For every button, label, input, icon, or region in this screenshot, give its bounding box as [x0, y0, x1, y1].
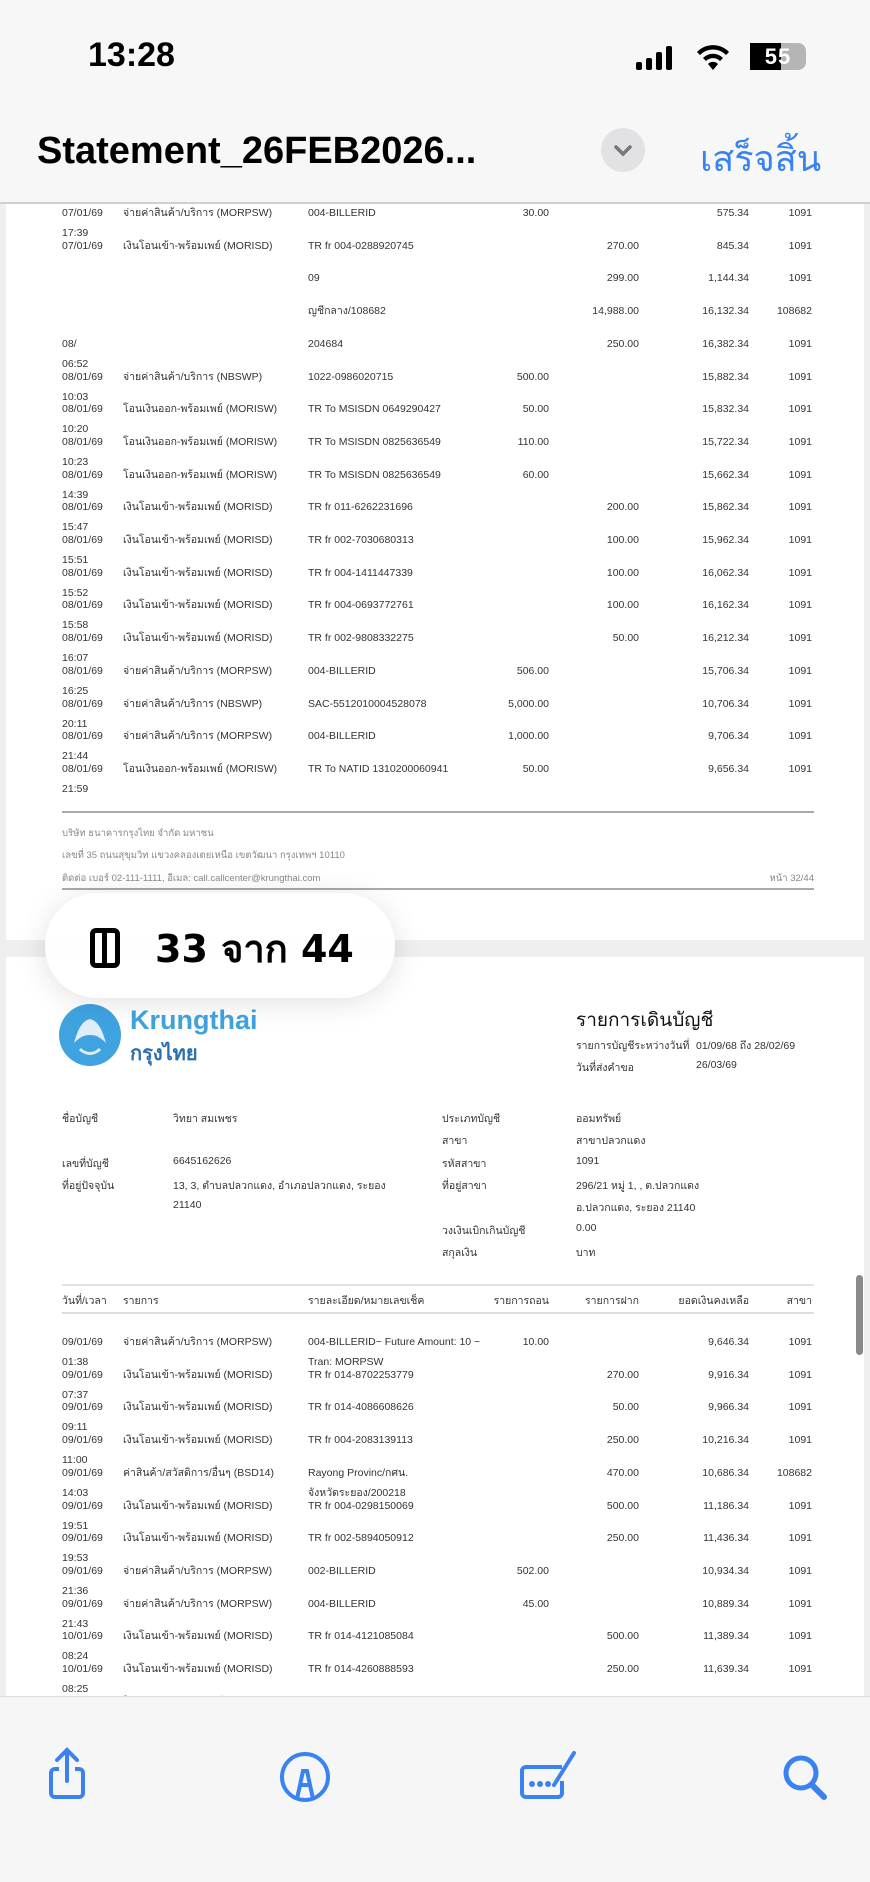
branch-cell: 1091 [788, 1368, 812, 1381]
description-cell: จ่ายค่าสินค้า/บริการ (MORPSW) [123, 664, 273, 677]
deposit-cell: 100.00 [606, 534, 639, 546]
balance-cell: 10,216.34 [702, 1434, 749, 1447]
description-cell: จ่ายค่าสินค้า/บริการ (NBSWP) [123, 370, 263, 383]
balance-cell: 15,722.34 [702, 435, 749, 448]
info-label: ที่อยู่ปัจจุบัน [62, 1180, 115, 1192]
deposit-cell: 250.00 [606, 1663, 639, 1675]
time-cell: 15:52 [62, 586, 89, 599]
form-fill-icon[interactable] [518, 1747, 582, 1803]
detail-cell: TR To MSISDN 0825636549 [308, 435, 441, 448]
deposit-cell: 200.00 [606, 501, 639, 514]
detail-cell: TR fr 014-4086608626 [308, 1401, 414, 1414]
date-cell: 08/01/69 [62, 403, 103, 416]
time-cell: 16:25 [62, 684, 89, 697]
branch-cell: 1091 [788, 1597, 812, 1610]
info-label: สกุลเงิน [442, 1246, 478, 1259]
date-cell: 07/01/69 [62, 239, 103, 252]
balance-cell: 10,706.34 [702, 697, 749, 710]
description-cell: เงินโอนเข้า-พร้อมเพย์ (MORISD) [123, 1663, 273, 1675]
branch-cell: 1091 [788, 599, 812, 612]
date-cell: 09/01/69 [62, 1532, 103, 1545]
period-value: 01/09/68 ถึง 28/02/69 [696, 1040, 796, 1052]
date-cell: 08/01/69 [62, 730, 103, 743]
withdrawal-cell: 50.00 [522, 762, 549, 775]
branch-cell: 1091 [788, 730, 812, 743]
footer-address: เลขที่ 35 ถนนสุขุมวิท แขวงคลองเตยเหนือ เขตวัฒนา กรุงเทพฯ 10110 [62, 850, 345, 861]
detail-cell: TR fr 004-0298150069 [308, 1499, 414, 1512]
footer-company: บริษัท ธนาคารกรุงไทย จำกัด มหาชน [62, 828, 214, 839]
detail-cell: 204684 [308, 337, 344, 350]
balance-cell: 11,186.34 [703, 1499, 749, 1512]
column-header: สาขา [786, 1295, 812, 1307]
description-cell: จ่ายค่าสินค้า/บริการ (MORPSW) [123, 207, 273, 219]
balance-cell: 9,966.34 [708, 1401, 749, 1414]
description-cell: เงินโอนเข้า-พร้อมเพย์ (MORISD) [123, 1630, 273, 1643]
balance-cell: 9,646.34 [708, 1336, 749, 1348]
date-cell: 08/01/69 [62, 664, 103, 677]
divider [62, 811, 814, 813]
time-cell: 09:11 [62, 1421, 88, 1434]
description-cell: จ่ายค่าสินค้า/บริการ (NBSWP) [123, 697, 263, 710]
date-cell: 09/01/69 [62, 1499, 103, 1512]
footer-page-number: หน้า 32/44 [769, 873, 814, 884]
detail-cell: 1022-0986020715 [308, 370, 394, 383]
branch-cell: 1091 [788, 664, 812, 677]
withdrawal-cell: 1,000.00 [508, 730, 549, 743]
detail-cell: TR fr 002-7030680313 [308, 534, 414, 546]
info-label: รหัสสาขา [442, 1157, 487, 1170]
info-value: 6645162626 [173, 1155, 232, 1167]
balance-cell: 9,706.34 [708, 730, 749, 743]
withdrawal-cell: 45.00 [522, 1597, 549, 1610]
branch-cell: 1091 [788, 1564, 812, 1577]
time-cell: 21:43 [62, 1617, 89, 1630]
balance-cell: 15,662.34 [702, 468, 749, 481]
deposit-cell: 470.00 [606, 1466, 639, 1479]
time-cell: 15:47 [62, 521, 89, 534]
column-header: วันที่/เวลา [62, 1295, 107, 1307]
detail-cell: 004-BILLERID [308, 664, 376, 677]
sidebar-thumbnails-icon [90, 928, 120, 968]
description-cell: เงินโอนเข้า-พร้อมเพย์ (MORISD) [123, 1401, 273, 1414]
date-cell: 08/01/69 [62, 697, 103, 710]
time-cell: 21:59 [62, 782, 89, 795]
scrollbar[interactable] [856, 1275, 863, 1355]
bottom-toolbar [0, 1696, 870, 1882]
title-menu-button[interactable] [601, 128, 645, 172]
chevron-down-icon [601, 128, 645, 172]
branch-cell: 1091 [788, 1532, 812, 1545]
balance-cell: 10,686.34 [702, 1466, 749, 1479]
detail-cell: TR fr 014-8702253779 [308, 1368, 414, 1381]
deposit-cell: 270.00 [606, 239, 639, 252]
info-value: สาขาปลวกแดง [576, 1135, 646, 1148]
date-cell: 09/01/69 [62, 1434, 103, 1447]
deposit-cell: 299.00 [606, 272, 639, 285]
description-cell: เงินโอนเข้า-พร้อมเพย์ (MORISD) [123, 1499, 273, 1512]
branch-cell: 108682 [776, 305, 812, 318]
column-header: รายการฝาก [585, 1295, 639, 1307]
balance-cell: 16,062.34 [702, 566, 749, 579]
withdrawal-cell: 50.00 [522, 403, 549, 416]
logo-text-en: Krungthai [130, 1005, 258, 1035]
detail-cell: TR fr 014-4121085084 [308, 1630, 414, 1643]
description-cell: เงินโอนเข้า-พร้อมเพย์ (MORISD) [123, 1532, 273, 1545]
detail-cell: TR fr 004-0693772761 [308, 599, 414, 612]
info-value: 21140 [173, 1199, 202, 1211]
detail-cell: TR fr 014-4260888593 [308, 1663, 414, 1675]
deposit-cell: 100.00 [606, 566, 639, 579]
balance-cell: 11,639.34 [703, 1663, 749, 1675]
balance-cell: 1,144.34 [708, 272, 749, 285]
share-icon[interactable] [39, 1747, 95, 1803]
info-value: 296/21 หมู่ 1, , ต.ปลวกแดง [576, 1179, 700, 1192]
branch-cell: 1091 [788, 207, 812, 219]
detail-cell: 004-BILLERID~ Future Amount: 10 ~ [308, 1336, 481, 1348]
krungthai-logo-icon [58, 1003, 122, 1067]
description-cell: เงินโอนเข้า-พร้อมเพย์ (MORISD) [123, 566, 273, 579]
date-cell: 09/01/69 [62, 1597, 103, 1610]
statement-page-33 [6, 957, 864, 1697]
date-cell: 09/01/69 [62, 1564, 103, 1577]
column-header: รายการถอน [493, 1295, 549, 1307]
divider [62, 888, 814, 890]
detail-cell: 004-BILLERID [308, 207, 376, 219]
info-value: 13, 3, ตำบลปลวกแดง, อำเภอปลวกแดง, ระยอง [173, 1180, 386, 1192]
detail-cell: ญชีกลาง/108682 [308, 305, 386, 318]
branch-cell: 1091 [788, 566, 812, 579]
balance-cell: 10,934.34 [702, 1564, 749, 1577]
withdrawal-cell: 110.00 [517, 435, 549, 448]
balance-cell: 11,389.34 [703, 1630, 749, 1643]
time-cell: 20:11 [62, 717, 88, 730]
description-cell: โอนเงินออก-พร้อมเพย์ (MORISW) [123, 468, 278, 481]
date-cell: 07/01/69 [62, 207, 103, 219]
info-value: ออมทรัพย์ [576, 1113, 622, 1125]
deposit-cell: 500.00 [606, 1499, 639, 1512]
balance-cell: 575.34 [716, 207, 749, 219]
page-indicator[interactable] [45, 893, 395, 998]
period-label: รายการบัญชีระหว่างวันที่ [576, 1040, 690, 1052]
divider [62, 1284, 814, 1286]
detail-cell-line2: จังหวัดระยอง/200218 [308, 1486, 406, 1499]
info-label: ที่อยู่สาขา [442, 1179, 487, 1192]
branch-cell: 1091 [788, 1499, 812, 1512]
column-header: รายการ [123, 1295, 159, 1307]
withdrawal-cell: 502.00 [516, 1564, 549, 1577]
wifi-icon [696, 42, 730, 72]
description-cell: จ่ายค่าสินค้า/บริการ (MORPSW) [123, 730, 273, 743]
deposit-cell: 500.00 [606, 1630, 639, 1643]
detail-cell-line2: Tran: MORPSW [308, 1356, 384, 1368]
cellular-signal-icon [636, 46, 672, 70]
deposit-cell: 100.00 [606, 599, 639, 612]
time-cell: 10:23 [62, 455, 89, 468]
time-cell: 06:52 [62, 357, 89, 370]
detail-cell: TR To MSISDN 0825636549 [308, 468, 441, 481]
markup-icon[interactable] [277, 1747, 333, 1803]
withdrawal-cell: 500.00 [516, 370, 549, 383]
date-cell: 08/01/69 [62, 632, 103, 645]
withdrawal-cell: 506.00 [516, 664, 549, 677]
branch-cell: 108682 [776, 1466, 812, 1479]
time-cell: 19:53 [62, 1552, 89, 1565]
date-cell: 08/01/69 [62, 468, 103, 481]
date-cell: 08/01/69 [62, 501, 103, 514]
detail-cell: 004-BILLERID [308, 730, 376, 743]
time-cell: 19:51 [62, 1519, 89, 1532]
balance-cell: 15,862.34 [702, 501, 749, 514]
time-cell: 15:51 [62, 554, 89, 566]
date-cell: 08/01/69 [62, 599, 103, 612]
balance-cell: 16,212.34 [702, 632, 749, 645]
branch-cell: 1091 [788, 337, 812, 350]
time-cell: 11:00 [62, 1454, 88, 1467]
battery-icon [750, 43, 806, 70]
detail-cell: Rayong Provinc/กศน. [308, 1466, 409, 1479]
time-cell: 08:25 [62, 1683, 89, 1695]
date-cell: 09/01/69 [62, 1466, 103, 1479]
withdrawal-cell: 10.00 [522, 1336, 549, 1348]
footer-contact: ติดต่อ เบอร์ 02-111-1111, อีเมล: call.callcenter@krungthai.com [62, 873, 321, 884]
branch-cell: 1091 [788, 762, 812, 775]
document-title[interactable]: Statement_26FEB2026... [37, 130, 477, 172]
info-label: ประเภทบัญชี [442, 1113, 501, 1125]
divider [62, 1312, 814, 1314]
time-cell: 16:07 [62, 652, 89, 665]
info-label: ชื่อบัญชี [62, 1113, 99, 1125]
balance-cell: 15,832.34 [702, 403, 749, 416]
balance-cell: 16,132.34 [702, 305, 749, 318]
search-icon[interactable] [777, 1747, 833, 1803]
request-date-label: วันที่ส่งคำขอ [576, 1062, 634, 1074]
detail-cell: 004-BILLERID [308, 1597, 376, 1610]
statement-title: รายการเดินบัญชี [576, 1009, 714, 1031]
time-cell: 08:24 [62, 1650, 89, 1663]
balance-cell: 16,382.34 [702, 337, 749, 350]
deposit-cell: 14,988.00 [592, 305, 639, 318]
clock: 13:28 [88, 36, 175, 74]
time-cell: 15:58 [62, 619, 89, 632]
column-header: รายละเอียด/หมายเลขเช็ค [308, 1295, 425, 1307]
description-cell: จ่ายค่าสินค้า/บริการ (MORPSW) [123, 1564, 273, 1577]
description-cell: โอนเงินออก-พร้อมเพย์ (MORISW) [123, 435, 278, 448]
withdrawal-cell: 30.00 [522, 207, 549, 219]
balance-cell: 15,962.34 [702, 534, 749, 546]
info-label: วงเงินเบิกเกินบัญชี [442, 1224, 526, 1237]
branch-cell: 1091 [788, 1630, 812, 1643]
date-cell: 08/01/69 [62, 566, 103, 579]
time-cell: 21:44 [62, 750, 89, 763]
date-cell: 09/01/69 [62, 1336, 103, 1348]
time-cell: 21:36 [62, 1584, 89, 1597]
info-value: บาท [576, 1246, 596, 1259]
balance-cell: 9,656.34 [708, 762, 749, 775]
branch-cell: 1091 [788, 272, 812, 285]
branch-cell: 1091 [788, 697, 812, 710]
time-cell: 10:20 [62, 423, 89, 436]
balance-cell: 9,916.34 [708, 1368, 749, 1381]
withdrawal-cell: 5,000.00 [508, 697, 549, 710]
deposit-cell: 50.00 [612, 1401, 639, 1414]
description-cell: เงินโอนเข้า-พร้อมเพย์ (MORISD) [123, 632, 273, 645]
detail-cell: TR fr 002-5894050912 [308, 1532, 414, 1545]
statement-page-32 [6, 204, 864, 940]
branch-cell: 1091 [788, 239, 812, 252]
description-cell: เงินโอนเข้า-พร้อมเพย์ (MORISD) [123, 599, 273, 612]
nav-bar [0, 100, 870, 204]
branch-cell: 1091 [788, 534, 812, 546]
detail-cell: 09 [308, 272, 320, 285]
deposit-cell: 250.00 [606, 1532, 639, 1545]
description-cell: เงินโอนเข้า-พร้อมเพย์ (MORISD) [123, 1434, 273, 1447]
branch-cell: 1091 [788, 468, 812, 481]
info-value: วิทยา สมเพชร [173, 1113, 238, 1125]
description-cell: ค่าสินค้า/สวัสดิการ/อื่นๆ (BSD14) [123, 1466, 274, 1479]
deposit-cell: 270.00 [606, 1368, 639, 1381]
description-cell: จ่ายค่าสินค้า/บริการ (MORPSW) [123, 1336, 273, 1348]
branch-cell: 1091 [788, 370, 812, 383]
status-bar [0, 0, 870, 100]
detail-cell: 002-BILLERID [308, 1564, 376, 1577]
date-cell: 10/01/69 [62, 1663, 103, 1675]
date-cell: 08/01/69 [62, 370, 103, 383]
description-cell: เงินโอนเข้า-พร้อมเพย์ (MORISD) [123, 534, 273, 546]
info-label: เลขที่บัญชี [62, 1158, 109, 1170]
detail-cell: TR fr 002-9808332275 [308, 632, 414, 645]
battery-level: 55 [764, 44, 792, 69]
page-indicator-text: 33 จาก 44 [155, 927, 354, 971]
branch-cell: 1091 [788, 1401, 812, 1414]
description-cell: เงินโอนเข้า-พร้อมเพย์ (MORISD) [123, 1368, 273, 1381]
branch-cell: 1091 [788, 1663, 812, 1675]
balance-cell: 11,436.34 [703, 1532, 749, 1545]
time-cell: 10:03 [62, 390, 89, 403]
deposit-cell: 50.00 [612, 632, 639, 645]
description-cell: โอนเงินออก-พร้อมเพย์ (MORISW) [123, 403, 278, 416]
date-cell: 09/01/69 [62, 1401, 103, 1414]
time-cell: 14:03 [62, 1486, 89, 1499]
detail-cell: TR To NATID 1310200060941 [308, 762, 449, 775]
description-cell: เงินโอนเข้า-พร้อมเพย์ (MORISD) [123, 239, 273, 252]
detail-cell: TR fr 004-2083139113 [308, 1434, 413, 1447]
date-cell: 09/01/69 [62, 1368, 103, 1381]
date-cell: 08/01/69 [62, 435, 103, 448]
branch-cell: 1091 [788, 1434, 812, 1447]
date-cell: 10/01/69 [62, 1630, 103, 1643]
info-value: อ.ปลวกแดง, ระยอง 21140 [576, 1202, 696, 1215]
balance-cell: 10,889.34 [702, 1597, 749, 1610]
detail-cell: TR fr 004-0288920745 [308, 239, 414, 252]
info-label: สาขา [442, 1135, 468, 1148]
branch-cell: 1091 [788, 403, 812, 416]
withdrawal-cell: 60.00 [522, 468, 549, 481]
info-value: 1091 [576, 1154, 600, 1167]
branch-cell: 1091 [788, 632, 812, 645]
time-cell: 01:38 [62, 1356, 89, 1368]
balance-cell: 845.34 [716, 239, 749, 252]
detail-cell: TR fr 011-6262231696 [308, 501, 413, 514]
description-cell: โอนเงินออก-พร้อมเพย์ (MORISW) [123, 762, 278, 775]
info-value: 0.00 [576, 1221, 597, 1234]
description-cell: จ่ายค่าสินค้า/บริการ (MORPSW) [123, 1597, 273, 1610]
done-button[interactable]: เสร็จสิ้น [700, 139, 822, 180]
time-cell: 07:37 [62, 1388, 89, 1401]
deposit-cell: 250.00 [606, 337, 639, 350]
balance-cell: 15,882.34 [702, 370, 749, 383]
balance-cell: 16,162.34 [702, 599, 749, 612]
time-cell: 14:39 [62, 488, 89, 501]
date-cell: 08/ [62, 337, 77, 350]
time-cell: 17:39 [62, 227, 89, 239]
balance-cell: 15,706.34 [702, 664, 749, 677]
detail-cell: TR fr 004-1411447339 [308, 566, 413, 579]
detail-cell: TR To MSISDN 0649290427 [308, 403, 441, 416]
request-date-value: 26/03/69 [696, 1059, 737, 1071]
branch-cell: 1091 [788, 501, 812, 514]
branch-cell: 1091 [788, 1336, 812, 1348]
date-cell: 08/01/69 [62, 534, 103, 546]
branch-cell: 1091 [788, 435, 812, 448]
column-header: ยอดเงินคงเหลือ [678, 1295, 749, 1307]
description-cell: เงินโอนเข้า-พร้อมเพย์ (MORISD) [123, 501, 273, 514]
detail-cell: SAC-5512010004528078 [308, 697, 427, 710]
deposit-cell: 250.00 [606, 1434, 639, 1447]
logo-text-th: กรุงไทย [130, 1041, 198, 1065]
date-cell: 08/01/69 [62, 762, 103, 775]
